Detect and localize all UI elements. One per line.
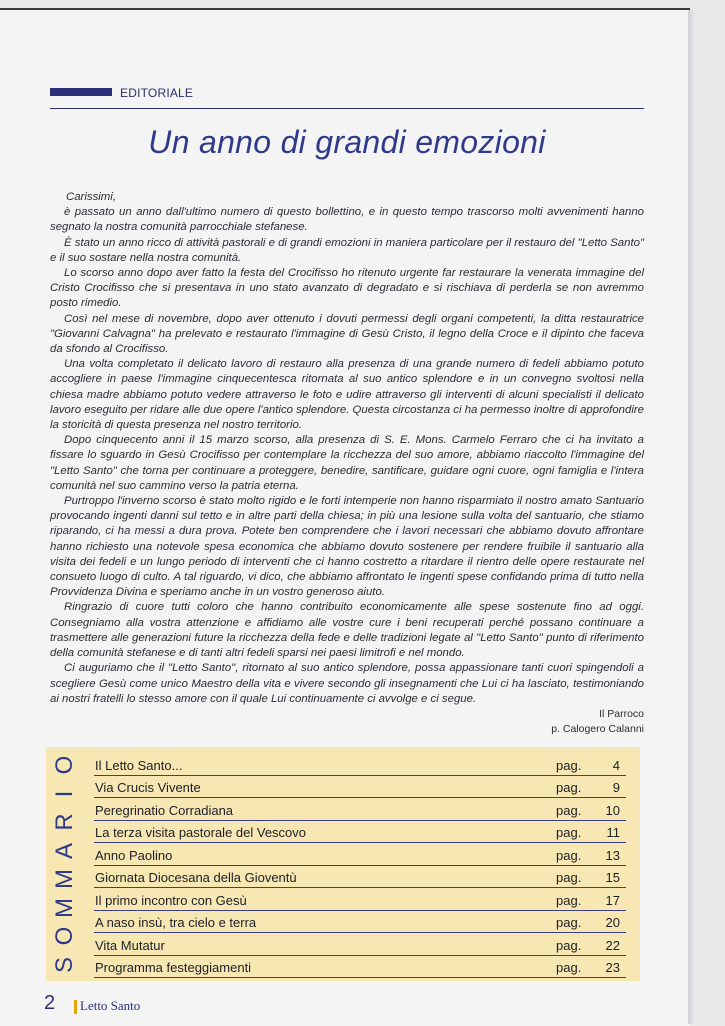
- article-paragraph: è passato un anno dall'ultimo numero di questo bollettino, e in questo tempo trascorso molti avvenimenti hanno segnato la nostra comunità parrocchiale stefanese.: [50, 206, 644, 234]
- article-paragraph: Una volta completato il delicato lavoro di restauro alla presenza di una grande numero di fedeli abbiamo potuto accogliere in paese l'immagine cinquecentesca ritornata al suo antico splendore e in un convegno svoltosi nella chiesa madre abbiamo potuto vedere attraverso le foto e udire attraverso gli interventi di alcuni specialisti il delicato lavoro eseguito per ridare alle due opere l'antico splendore. Questa circostanza ci ha permesso inoltre di approfondire la storicità di questa presenza nel nostro territorio.: [50, 358, 644, 432]
- toc-entry-title: Giornata Diocesana della Gioventù: [95, 870, 297, 885]
- article-paragraph: Lo scorso anno dopo aver fatto la festa del Crocifisso ho ritenuto urgente far restaurare la venerata immagine del Cristo Crocifisso che si presentava in uno stato avanzato di degradato e si rischiava di perderla se non avremmo posto rimedio.: [50, 267, 644, 310]
- toc-entry[interactable]: [94, 956, 626, 979]
- toc-page-number: 9: [612, 780, 620, 795]
- article-paragraph: Ringrazio di cuore tutti coloro che hanno contribuito economicamente alle spese sostenute fino ad oggi. Consegniamo alla vostra attenzione e affidiamo alle vostre cure i beni recuperati perché possano continuare a trasmettere alle generazioni future la ricchezza della fede e delle tradizioni legate al "Letto Santo" punto di riferimento della comunità stefanese e di tanti altri fedeli sparsi nei paesi limitrofi e nel mondo.: [50, 601, 644, 660]
- article-paragraph: Dopo cinquecento anni il 15 marzo scorso, alla presenza di S. E. Mons. Carmelo Ferraro che ci ha invitato a fissare lo sguardo in Gesù Crocifisso per contemplare la ricchezza del suo amore, abbiamo riaccolto l'immagine del "Letto Santo" che torna per continuare a proteggere, benedire, santificare, guidare ogni cuore, ogni famiglia e l'intera comunità nel suo cammino verso la patria eterna.: [50, 434, 644, 492]
- toc-entry-page: [556, 938, 626, 953]
- article-paragraph: Così nel mese di novembre, dopo aver ottenuto i dovuti permessi degli organi competenti, la ditta restauratrice "Giovanni Calvagna" ha prelevato e restaurato l'immagine di Gesù Cristo, il legno della Croce e il dipinto che faceva da sfondo al Crocifisso.: [50, 312, 644, 356]
- toc-label-letter: M: [51, 897, 78, 918]
- toc-entry-page: [556, 893, 626, 908]
- toc-pag-label: pag.: [556, 915, 582, 930]
- section-label: EDITORIALE: [120, 86, 194, 100]
- toc-entry-page: [556, 848, 626, 863]
- toc-pag-label: pag.: [556, 802, 582, 818]
- toc-pag-label: pag.: [556, 825, 582, 840]
- article-paragraph: Ci auguriamo che il "Letto Santo", ritornato al suo antico splendore, possa appassionare tanti cuori spingendoli a scegliere Gesù come unico Maestro della vita e vivere secondo gli insegnamenti che Lui ci ha lasciato, testimoniando ai nostri fratelli lo stesso amore con il quale Lui continuamente ci avvolge e ci segue.: [50, 662, 644, 705]
- article-paragraph: Carissimi,: [66, 191, 116, 203]
- toc-pag-label: pag.: [556, 892, 582, 908]
- article-body: [50, 190, 644, 707]
- toc-entry-page: [556, 780, 626, 795]
- toc-entry[interactable]: [94, 753, 626, 776]
- toc-page-number: 13: [605, 847, 620, 863]
- toc-page-number: 15: [605, 870, 620, 885]
- toc-label-letter: I: [51, 790, 78, 797]
- toc-entry[interactable]: [94, 843, 626, 866]
- page-edge-shadow: [688, 10, 694, 1024]
- toc-entry-page: [556, 803, 626, 818]
- section-color-bar: [50, 88, 112, 96]
- toc-pag-label: pag.: [556, 847, 582, 863]
- toc-vertical-label: [46, 747, 84, 981]
- toc-label-letter: A: [51, 842, 78, 859]
- footer-accent-bar: [74, 1000, 77, 1014]
- toc-entry-page: [556, 758, 626, 773]
- article-paragraph: È stato un anno ricco di attività pastorali e di grandi emozioni in maniera particolare per il restauro del "Letto Santo" e il suo sostare nella nostra comunità.: [50, 236, 644, 264]
- toc-entry-title: Vita Mutatur: [95, 937, 165, 953]
- magazine-page: [0, 8, 690, 1026]
- toc-entry[interactable]: [94, 888, 626, 911]
- article-title: Un anno di grandi emozioni: [148, 124, 546, 160]
- toc-entry[interactable]: [94, 776, 626, 799]
- toc-entry-title: Via Crucis Vivente: [95, 780, 201, 795]
- toc-entry-page: [556, 915, 626, 930]
- toc-entry-page: [556, 825, 626, 840]
- toc-label-letter: M: [51, 869, 78, 890]
- toc-page-number: 22: [605, 937, 620, 953]
- toc-entry-title: Anno Paolino: [95, 847, 173, 863]
- toc-pag-label: pag.: [556, 757, 582, 773]
- toc-label-letter: O: [51, 755, 78, 775]
- toc-page-number: 10: [605, 802, 620, 818]
- page-number: 2: [44, 992, 56, 1014]
- signature-name: p. Calogero Calanni: [551, 723, 644, 735]
- toc-pag-label: pag.: [556, 870, 582, 885]
- toc-entry[interactable]: [94, 821, 626, 844]
- toc-entry[interactable]: [94, 866, 626, 889]
- toc-label-letter: S: [51, 956, 78, 973]
- toc-label-letter: O: [51, 927, 78, 946]
- article-paragraph: Purtroppo l'inverno scorso è stato molto rigido e le forti intemperie non hanno risparmiato il nostro amato Santuario provocando ingenti danni sul tetto e in altre parti della chiesa; in più una lesione sulla volta del santuario, che stiamo riparando, ci ha messi a dura prova. Potete ben comprendere che i lavori necessari che abbiamo dovuto affrontare hanno richiesto una notevole spesa economica che abbiamo dovuto sostenere per rendere fruibile il santuario alla visita dei fedeli e un lungo periodo di interventi che ci hanno costretto a ritardare il rientro delle opere restaurate nel consueto luogo di culto. A tal riguardo, vi dico, che abbiamo affrontato le ingenti spese confidando prima di tutto nella Provvidenza Divina e speriamo anche in un vostro generoso aiuto.: [50, 495, 644, 599]
- toc-entry-title: Il Letto Santo...: [95, 757, 183, 773]
- toc-page-number: 11: [606, 825, 620, 840]
- signature-role: Il Parroco: [599, 708, 644, 720]
- toc-entry[interactable]: [94, 798, 626, 821]
- publication-name: Letto Santo: [80, 998, 141, 1013]
- toc-entry-title: A naso insù, tra cielo e terra: [95, 915, 257, 930]
- toc-page-number: 23: [605, 960, 620, 975]
- toc-entry-title: Programma festeggiamenti: [95, 960, 252, 975]
- header-rule: [50, 108, 644, 109]
- toc-entry[interactable]: [94, 911, 626, 934]
- toc-entry-page: [556, 960, 626, 975]
- toc-pag-label: pag.: [556, 960, 582, 975]
- toc-entry-title: Il primo incontro con Gesù: [95, 892, 247, 908]
- toc-pag-label: pag.: [556, 780, 582, 795]
- toc-list: [94, 753, 626, 978]
- toc-label-letter: R: [51, 813, 78, 831]
- toc-entry[interactable]: [94, 933, 626, 956]
- toc-page-number: 17: [605, 892, 620, 908]
- table-of-contents: [46, 747, 640, 981]
- toc-page-number: 20: [605, 915, 620, 930]
- signature: [551, 707, 644, 737]
- toc-entry-title: Peregrinatio Corradiana: [95, 802, 234, 818]
- toc-entry-title: La terza visita pastorale del Vescovo: [95, 825, 307, 840]
- toc-entry-page: [556, 870, 626, 885]
- toc-pag-label: pag.: [556, 937, 582, 953]
- toc-page-number: 4: [612, 757, 620, 773]
